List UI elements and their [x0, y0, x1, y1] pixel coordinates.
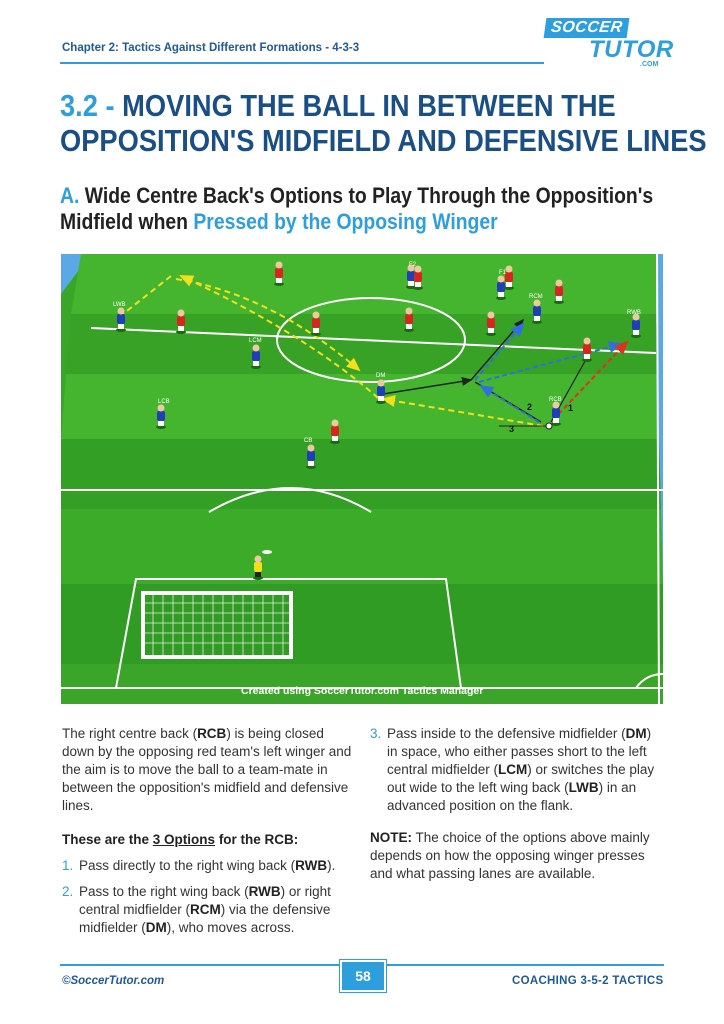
left-column	[62, 725, 352, 945]
option-label-3: 3	[509, 424, 515, 434]
option-3: 3. Pass inside to the defensive midfielder (DM) in space, who either passes short to the left central midfielder (LCM) or switches the play out wide to the left wing back (LWB) in an advanced position on the flank.	[370, 726, 655, 813]
chapter-header: Chapter 2: Tactics Against Different Formations - 4-3-3	[62, 42, 360, 54]
tactics-diagram	[61, 254, 663, 704]
soccer-tutor-logo	[545, 18, 674, 68]
footer-book-title: COACHING 3-5-2 TACTICS	[512, 975, 664, 987]
label-lwb: LWB	[113, 302, 126, 308]
section-title	[60, 88, 707, 158]
option-label-1: 1	[568, 403, 574, 413]
page-number: 58	[340, 960, 386, 992]
option-label-2: 2	[527, 402, 533, 412]
intro-paragraph: The right centre back (RCB) is being closed down by the opposing red team's left winger and the aim is to move the ball to a team-mate in between the opposition's midfield and defensive lines.	[62, 726, 352, 813]
options-list	[62, 857, 352, 937]
label-rcb: RCB	[549, 397, 562, 403]
subtitle-part-1: Wide Centre Back's Options to Play Through the Opposition's	[84, 183, 654, 208]
footer-copyright: ©SoccerTutor.com	[62, 975, 165, 987]
logo-main-text: TUTOR	[589, 36, 674, 63]
subtitle-highlight: Pressed by the Opposing Winger	[193, 209, 498, 234]
label-lcm: LCM	[249, 338, 262, 344]
label-f2: F2	[409, 262, 417, 268]
header-divider	[60, 62, 544, 64]
options-heading: These are the 3 Options for the RCB:	[62, 832, 299, 847]
subtitle-letter: A.	[60, 183, 80, 208]
label-cb: CB	[304, 438, 313, 444]
label-rcm: RCM	[529, 294, 543, 300]
logo-small-text: .COM	[640, 61, 659, 68]
diagram-credit: Created using SoccerTutor.com Tactics Manager	[241, 685, 484, 697]
section-subtitle	[60, 183, 653, 235]
note-paragraph: NOTE: The choice of the options above mainly depends on how the opposing winger presses and what passing lanes are available.	[370, 830, 650, 881]
option-2: 2. Pass to the right wing back (RWB) or right central midfielder (RCM) via the defensive midfielder (DM), who moves across.	[62, 884, 331, 935]
option-1: 1. Pass directly to the right wing back (RWB).	[62, 858, 336, 873]
page-number-box	[333, 954, 389, 994]
label-dm: DM	[376, 373, 386, 379]
label-rwb: RWB	[627, 310, 641, 316]
label-f1: F1	[499, 270, 507, 276]
options-list-continued	[370, 725, 660, 815]
right-column	[370, 725, 660, 883]
label-lcb: LCB	[158, 399, 170, 405]
title-line-1: MOVING THE BALL IN BETWEEN THE	[122, 88, 616, 123]
title-line-2: OPPOSITION'S MIDFIELD AND DEFENSIVE LINES	[60, 123, 707, 158]
pitch-svg	[61, 254, 663, 704]
logo-top-text: SOCCER	[544, 18, 630, 38]
section-number: 3.2 -	[60, 88, 115, 123]
subtitle-part-2: Midfield when	[60, 209, 188, 234]
ball	[546, 423, 552, 429]
